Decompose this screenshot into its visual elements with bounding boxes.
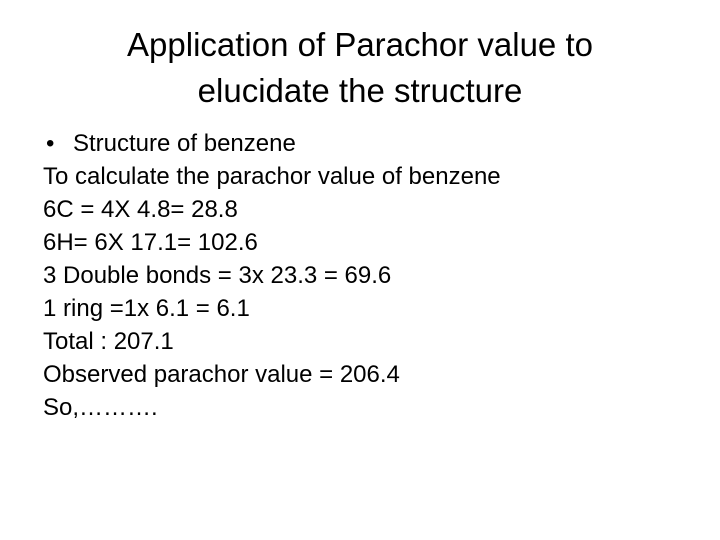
body-line-double-bonds: 3 Double bonds = 3x 23.3 = 69.6 xyxy=(43,262,392,289)
body-line-total: Total : 207.1 xyxy=(43,328,174,355)
body-line-conclusion: So,………. xyxy=(43,394,158,421)
title-line-2: elucidate the structure xyxy=(197,72,523,109)
bullet-icon: • xyxy=(46,130,55,157)
slide-title xyxy=(40,22,680,114)
body-line-hydrogen: 6H= 6X 17.1= 102.6 xyxy=(43,229,258,256)
body-line-carbon: 6C = 4X 4.8= 28.8 xyxy=(43,196,238,223)
title-line-1: Application of Parachor value to xyxy=(127,26,593,63)
slide-body xyxy=(43,127,683,424)
body-line-ring: 1 ring =1x 6.1 = 6.1 xyxy=(43,295,250,322)
body-line-observed: Observed parachor value = 206.4 xyxy=(43,361,400,388)
bullet-text: Structure of benzene xyxy=(73,130,296,157)
body-line-intro: To calculate the parachor value of benzene xyxy=(43,163,501,190)
bullet-item xyxy=(43,127,683,160)
